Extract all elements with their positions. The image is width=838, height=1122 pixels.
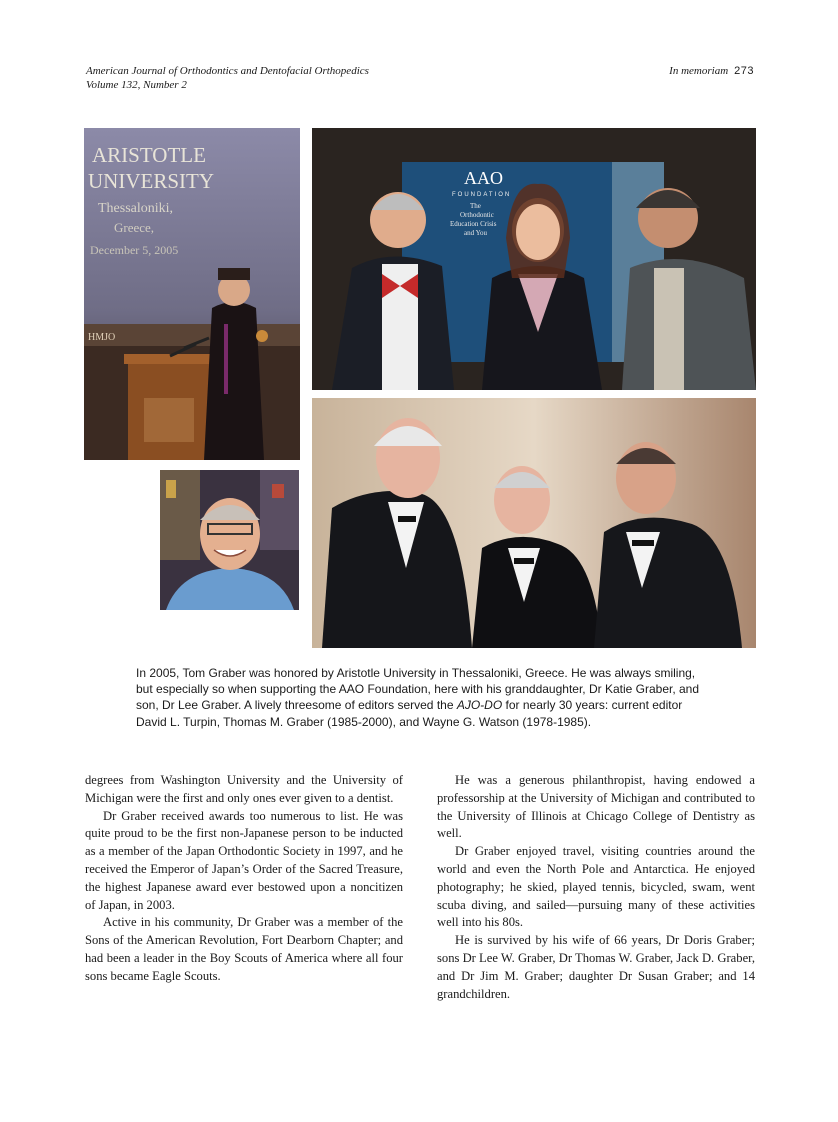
aao-logo-subtitle: FOUNDATION	[452, 192, 512, 198]
body-paragraph: Dr Graber received awards too numerous to list. He was quite proud to be the first non-Japanese person to be inducted as a member of the Japan Orthodontic Society in 1997, and he received the Emperor of Japan’s Order of the Sacred Treasure, the highest Japanese award ever bestowed upon a noncitizen of Japan, in 2003.	[85, 808, 403, 912]
body-column-left	[85, 772, 403, 986]
section-title: In memoriam	[669, 65, 729, 77]
banner-text-5: December 5, 2005	[90, 243, 179, 257]
page-number: 273	[734, 65, 754, 77]
photo-smiling-portrait	[160, 470, 299, 610]
body-column-right	[437, 772, 755, 1003]
aao-logo: AAO	[464, 168, 503, 188]
poster-text-1: The	[470, 202, 481, 210]
podium-banner-text: HMJO	[88, 332, 116, 343]
caption-text-part2: for nearly 30 years: current editor David L. Turpin, Thomas M. Graber (1985-2000), and Wayne G. Watson (1978-1985).	[136, 698, 683, 729]
caption-journal-abbr: AJO-DO	[456, 698, 503, 713]
photo-three-editors	[312, 398, 756, 648]
body-paragraph: Active in his community, Dr Graber was a member of the Sons of the American Revolution, Fort Dearborn Chapter; and had been a leader in the Boy Scouts of America where all four sons became Eagle Scouts.	[85, 915, 403, 983]
poster-text-3: Education Crisis	[450, 220, 497, 228]
photo-aristotle-university-ceremony	[84, 128, 300, 460]
caption-text-part1: In 2005, Tom Graber was honored by Aristotle University in Thessaloniki, Greece. He was always smiling, but especially so when supporting the AAO Foundation, here with his granddaughter, Dr Katie Graber, and son, Dr Lee Graber. A lively threesome of editors served the	[136, 666, 700, 713]
banner-text-2: UNIVERSITY	[88, 169, 214, 193]
poster-text-4: and You	[464, 229, 487, 237]
banner-text-3: Thessaloniki,	[98, 201, 174, 216]
photo-aao-foundation	[312, 128, 756, 390]
body-paragraph: degrees from Washington University and the University of Michigan were the first and only ones ever given to a dentist.	[85, 773, 403, 805]
banner-text-1: ARISTOTLE	[92, 143, 206, 167]
banner-text-4: Greece,	[114, 220, 155, 235]
body-paragraph: He was a generous philanthropist, having endowed a professorship at the University of Michigan and contributed to the University of Illinois at Chicago College of Dentistry as well.	[437, 773, 755, 841]
running-head-page	[669, 64, 754, 78]
journal-volume: Volume 132, Number 2	[86, 79, 187, 91]
running-head-journal	[86, 64, 369, 92]
poster-text-2: Orthodontic	[460, 211, 494, 219]
journal-title: American Journal of Orthodontics and Dentofacial Orthopedics	[86, 65, 369, 77]
body-paragraph: He is survived by his wife of 66 years, Dr Doris Graber; sons Dr Lee W. Graber, Dr Thomas W. Graber, Jack D. Graber, and Dr Jim M. Graber; daughter Dr Susan Graber; and 14 grandchildren.	[437, 933, 755, 1001]
body-paragraph: Dr Graber enjoyed travel, visiting countries around the world and even the North Pole and Antarctica. He enjoyed photography; he skied, played tennis, bicycled, swam, went scuba diving, and sailed—pursuing many of these activities well into his 80s.	[437, 844, 755, 930]
figure-caption	[136, 665, 708, 730]
